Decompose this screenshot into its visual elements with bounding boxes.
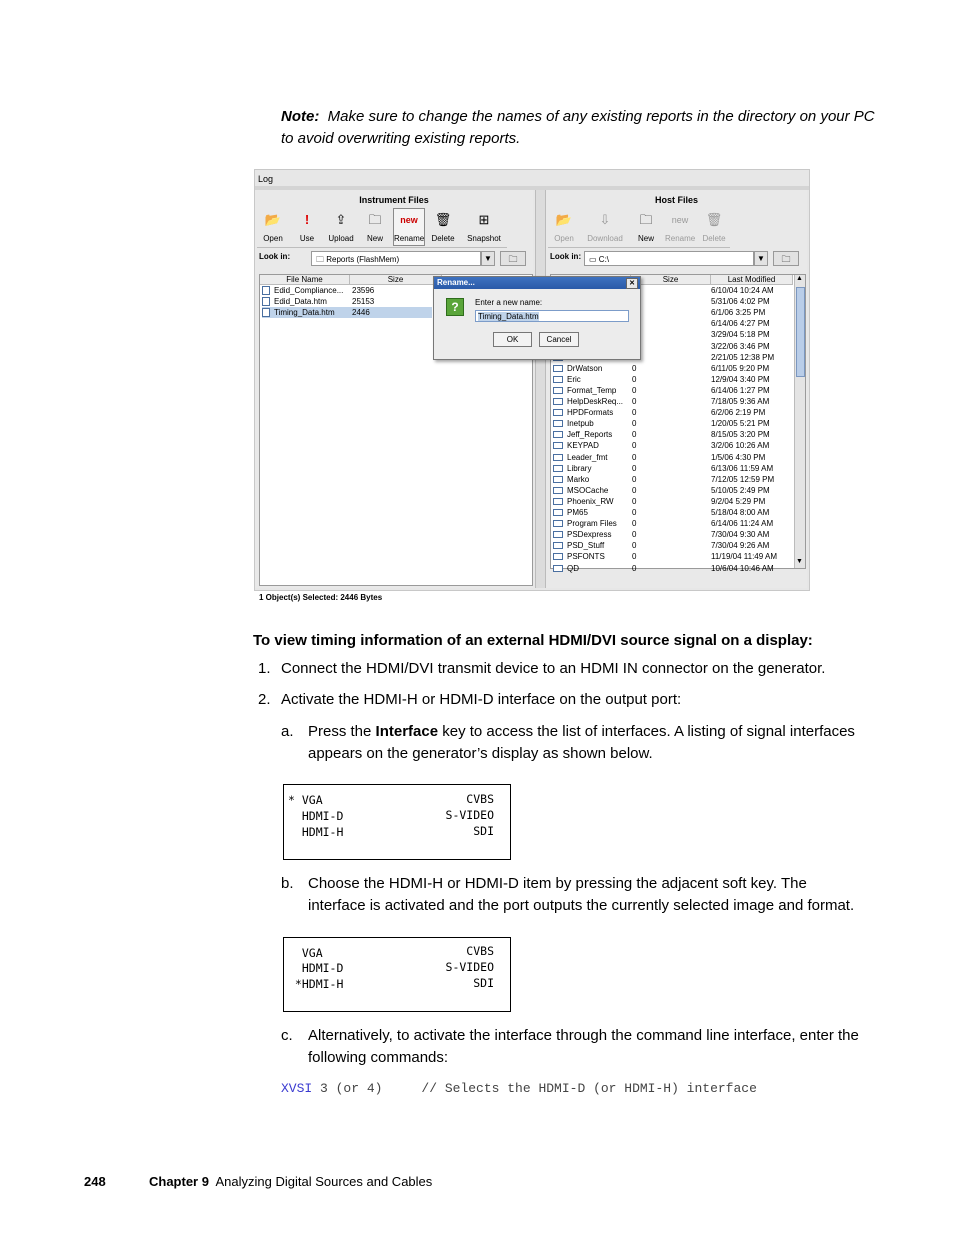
note-text: Make sure to change the names of any existing reports in the directory on your PC to avoid overwriting existing reports. [281,108,875,147]
file-icon [262,286,270,295]
column-header-size[interactable]: Size [350,275,442,285]
list-item[interactable]: 3/29/04 5:18 PM [553,329,793,340]
command-keyword: XVSI [281,1081,313,1096]
list-item[interactable]: Edid_Compliance... 23596 [262,285,432,296]
snapshot-icon: ⊞ [478,212,490,227]
vertical-scrollbar[interactable] [794,275,805,568]
folder-icon: 🗀 [316,255,324,264]
file-icon [262,308,270,317]
column-header-size[interactable]: Size [631,275,711,285]
new-button[interactable]: 🗀 New [630,208,662,246]
upload-button[interactable]: ⇪ Upload [325,208,357,246]
running-footer: Chapter 9 Analyzing Digital Sources and Cables [149,1174,433,1189]
list-item[interactable]: PSD_Stuff 0 7/30/04 9:26 AM [553,540,793,551]
look-in-label: Look in: [550,252,582,261]
splitter[interactable] [535,190,546,588]
look-in-select[interactable]: 🗀 Reports (FlashMem) [311,251,481,266]
rename-icon: new [400,215,418,225]
substep-label: b. [281,875,294,892]
list-item[interactable]: DrWatson 0 6/11/05 9:20 PM [553,363,793,374]
step-text: Connect the HDMI/DVI transmit device to an HDMI IN connector on the generator. [281,660,826,677]
file-icon [262,297,270,306]
list-item[interactable]: Inetpub 0 1/20/05 5:21 PM [553,418,793,429]
list-item[interactable]: Phoenix_RW 0 9/2/04 5:29 PM [553,496,793,507]
scroll-up-icon[interactable]: ▲ [796,275,803,282]
scroll-thumb[interactable] [796,287,805,377]
new-folder-icon: 🗀 [368,212,382,227]
trash-icon: 🗑 [705,212,723,227]
generator-display: * VGA HDMI-D HDMI-H CVBS S-VIDEO SDI [283,784,511,860]
open-button[interactable]: 📂 Open [257,208,289,246]
host-toolbar [548,208,730,248]
list-item[interactable]: Marko 0 7/12/05 12:59 PM [553,474,793,485]
rename-dialog [433,276,641,360]
substep-text: Press the Interface key to access the list of interfaces. A listing of signal interfaces appears on the generator’s display as shown below. [308,723,855,762]
dialog-title: Rename... ✕ [434,277,640,289]
section-heading: To view timing information of an external HDMI/DVI source signal on a display: [253,632,813,649]
list-item[interactable]: HPDFormats 0 6/2/06 2:19 PM [553,407,793,418]
folder-icon [553,520,563,527]
folder-icon [553,409,563,416]
host-files-panel [546,190,807,588]
column-header-filename[interactable]: File Name [260,275,350,285]
substep-text: Alternatively, to activate the interface through the command line interface, enter the following commands: [308,1027,859,1066]
generator-display: VGA HDMI-D *HDMI-H CVBS S-VIDEO SDI [283,937,511,1012]
download-icon: ⇩ [599,212,611,227]
delete-button[interactable]: 🗑 Delete [698,208,730,246]
use-button[interactable]: ! Use [291,208,323,246]
instrument-files-panel [255,190,533,602]
list-item[interactable]: 3/22/06 3:46 PM [553,341,793,352]
chevron-down-icon[interactable]: ▼ [481,251,495,266]
list-item[interactable]: 6/10/04 10:24 AM [553,285,793,296]
dialog-prompt: Enter a new name: [475,298,543,307]
status-bar: 1 Object(s) Selected: 2446 Bytes [259,593,383,602]
folder-icon [553,465,563,472]
command-line [281,1081,757,1096]
folder-open-icon: 📂 [555,212,573,227]
new-button[interactable]: 🗀 New [359,208,391,246]
scroll-down-icon[interactable]: ▼ [796,558,803,565]
rename-input[interactable]: Timing_Data.htm [475,310,629,322]
list-item[interactable]: PSDexpress 0 7/30/04 9:30 AM [553,529,793,540]
list-item[interactable]: QD 0 10/6/04 10:46 AM [553,563,793,574]
folder-icon [553,387,563,394]
folder-icon [553,553,563,560]
folder-icon [553,365,563,372]
note-label: Note: [281,108,320,125]
list-item[interactable]: 2/21/05 12:38 PM [553,352,793,363]
drive-icon: ▭ [589,255,597,264]
list-item[interactable]: Library 0 6/13/06 11:59 AM [553,463,793,474]
folder-icon [553,487,563,494]
window-title: Log [258,174,274,184]
panel-title: Instrument Files [359,195,429,205]
list-item[interactable]: Eric 0 12/9/04 3:40 PM [553,374,793,385]
question-icon: ? [446,298,464,316]
list-item[interactable]: MSOCache 0 5/10/05 2:49 PM [553,485,793,496]
folder-icon [553,565,563,572]
list-item-selected[interactable]: Timing_Data.htm 2446 [262,307,432,318]
substep-label: c. [281,1027,293,1044]
step-number: 2. [258,691,271,708]
folder-icon [553,542,563,549]
list-item[interactable]: PM65 0 5/18/04 8:00 AM [553,507,793,518]
rename-button[interactable]: new Rename [393,208,425,246]
folder-icon [553,442,563,449]
list-item[interactable]: KEYPAD 0 3/2/06 10:26 AM [553,440,793,451]
list-item[interactable]: 5/31/06 4:02 PM [553,296,793,307]
list-item[interactable]: Leader_fmt 0 1/5/06 4:30 PM [553,452,793,463]
trash-icon: 🗑 [434,212,452,227]
folder-icon [553,509,563,516]
open-button[interactable]: 📂 Open [548,208,580,246]
folder-up-button[interactable]: 🗀 [500,251,526,266]
column-header-modified[interactable]: Last Modified [711,275,793,285]
step-number: 1. [258,660,271,677]
substep-label: a. [281,723,294,740]
folder-icon [553,531,563,538]
look-in-label: Look in: [259,252,291,261]
folder-icon [553,498,563,505]
folder-icon [553,454,563,461]
folder-icon [553,420,563,427]
note [281,106,881,150]
chevron-down-icon[interactable]: ▼ [754,251,768,266]
panel-title: Host Files [654,195,698,205]
command-args: 3 (or 4) // Selects the HDMI-D (or HDMI-H) interface [312,1081,757,1096]
list-item[interactable]: Format_Temp 0 6/14/06 1:27 PM [553,385,793,396]
list-item[interactable]: Program Files 0 6/14/06 11:24 AM [553,518,793,529]
ok-button[interactable]: OK [493,332,532,347]
folder-open-icon: 📂 [264,212,282,227]
list-item[interactable]: Edid_Data.htm 25153 [262,296,432,307]
step-text: Activate the HDMI-H or HDMI-D interface on the output port: [281,691,682,708]
upload-icon: ⇪ [335,212,347,227]
folder-icon [553,398,563,405]
interface-key: Interface [375,723,439,740]
close-icon[interactable]: ✕ [626,278,638,289]
list-item[interactable]: 6/14/06 4:27 PM [553,318,793,329]
instrument-toolbar [257,208,507,248]
list-item[interactable]: PSFONTS 0 11/19/04 11:49 AM [553,551,793,562]
folder-icon [553,431,563,438]
list-item[interactable]: Jeff_Reports 0 8/15/05 3:20 PM [553,429,793,440]
new-folder-icon: 🗀 [639,212,653,227]
rename-button[interactable]: new Rename [664,208,696,246]
folder-up-button[interactable]: 🗀 [773,251,799,266]
download-button[interactable]: ⇩ Download [582,208,628,246]
substep-text: Choose the HDMI-H or HDMI-D item by pressing the adjacent soft key. The interface is activated and the port outputs the currently selected image and format. [308,875,855,914]
list-item[interactable]: 6/1/06 3:25 PM [553,307,793,318]
exclamation-icon: ! [304,212,310,227]
page-number: 248 [84,1174,106,1189]
list-item[interactable]: HelpDeskReq... 0 7/18/05 9:36 AM [553,396,793,407]
snapshot-button[interactable]: ⊞ Snapshot [461,208,507,246]
folder-icon [553,476,563,483]
delete-button[interactable]: 🗑 Delete [427,208,459,246]
file-manager-screenshot [254,169,810,602]
rename-icon: new [671,215,689,225]
folder-icon [553,376,563,383]
look-in-select[interactable]: ▭ C:\ [584,251,754,266]
cancel-button[interactable]: Cancel [539,332,579,347]
